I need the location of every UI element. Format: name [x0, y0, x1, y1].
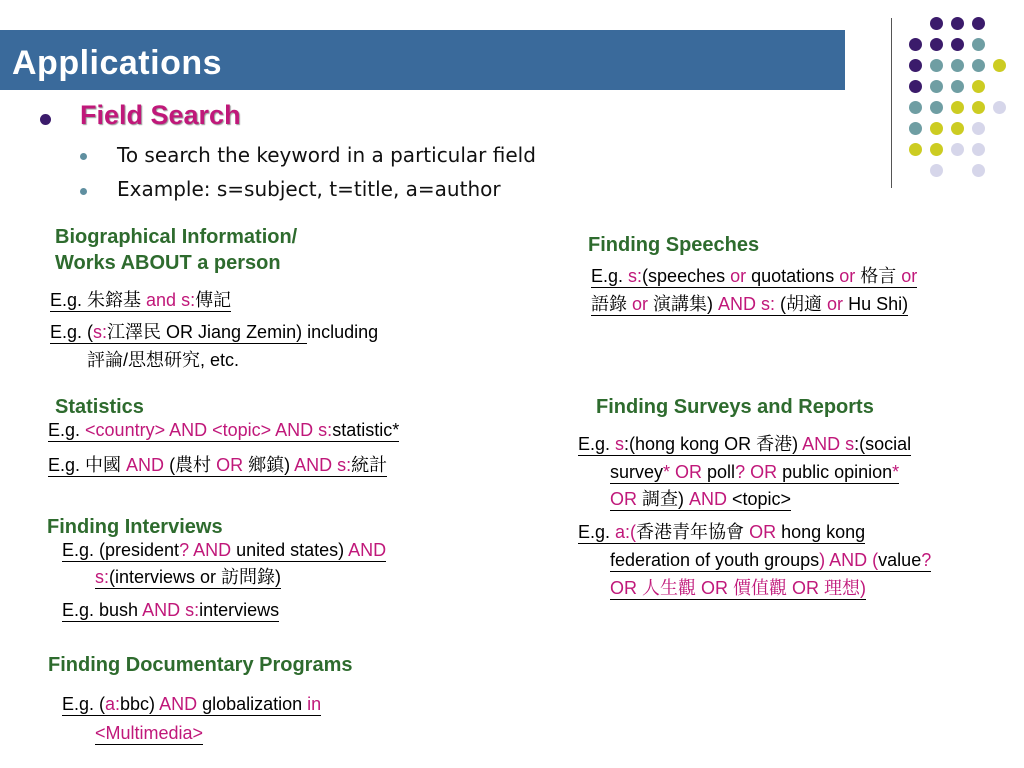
surveys-example-2-line1: E.g. a:(香港青年協會 OR hong kong [578, 522, 866, 542]
decorative-dot [993, 101, 1006, 114]
surveys-example-1-line1: E.g. s:(hong kong OR 香港) AND s:(social [578, 434, 912, 454]
speeches-heading: Finding Speeches [588, 234, 760, 256]
interviews-heading: Finding Interviews [47, 516, 223, 538]
main-bullet-text: Field Search [80, 100, 241, 130]
decorative-divider [891, 18, 892, 188]
sub-bullet-icon [80, 188, 87, 195]
decorative-dot [951, 38, 964, 51]
decorative-dot [972, 143, 985, 156]
surveys-example-2-line3: OR 人生觀 OR 價值觀 OR 理想) [610, 578, 867, 598]
interviews-example-1-line1: E.g. (president? AND united states) AND [62, 540, 387, 560]
page-title: Applications [12, 44, 223, 82]
decorative-dot [972, 17, 985, 30]
speeches-example-line2: 語錄 or 演講集) AND s: (胡適 or Hu Shi) [591, 294, 909, 314]
documentary-example-line2: <Multimedia> [95, 723, 204, 743]
bio-example-2: E.g. (s:江澤民 OR Jiang Zemin) including [50, 322, 379, 342]
decorative-dot [951, 101, 964, 114]
decorative-dot [909, 143, 922, 156]
decorative-dot [972, 38, 985, 51]
decorative-dot [972, 59, 985, 72]
decorative-dot [930, 101, 943, 114]
decorative-dot [993, 59, 1006, 72]
surveys-example-1-line2: survey* OR poll? OR public opinion* [610, 462, 900, 482]
interviews-example-2: E.g. bush AND s:interviews [62, 600, 280, 620]
decorative-dot [909, 122, 922, 135]
surveys-heading: Finding Surveys and Reports [596, 396, 874, 418]
decorative-dot [930, 17, 943, 30]
decorative-dot [909, 59, 922, 72]
decorative-dot [972, 80, 985, 93]
surveys-example-1-line3: OR 調查) AND <topic> [610, 489, 792, 509]
statistics-heading: Statistics [55, 396, 144, 418]
decorative-dot [951, 17, 964, 30]
decorative-dot [951, 80, 964, 93]
interviews-example-1-line2: s:(interviews or 訪問錄) [95, 567, 282, 587]
sub-bullet-text: Example: s=subject, t=title, a=author [117, 177, 501, 201]
decorative-dot [951, 143, 964, 156]
sub-bullet-text: To search the keyword in a particular field [117, 143, 536, 167]
decorative-dot [909, 38, 922, 51]
decorative-dot [909, 101, 922, 114]
decorative-dot [972, 101, 985, 114]
speeches-example-line1: E.g. s:(speeches or quotations or 格言 or [591, 266, 918, 286]
decorative-dot [930, 38, 943, 51]
documentary-example-line1: E.g. (a:bbc) AND globalization in [62, 694, 322, 714]
bio-heading: Biographical Information/ Works ABOUT a person [55, 226, 298, 274]
decorative-dot [972, 122, 985, 135]
decorative-dot [930, 59, 943, 72]
documentary-heading: Finding Documentary Programs [48, 654, 353, 676]
decorative-dot [951, 59, 964, 72]
decorative-dot [909, 80, 922, 93]
decorative-dot [951, 122, 964, 135]
statistics-example-1: E.g. <country> AND <topic> AND s:statistic* [48, 420, 400, 440]
bullet-icon [40, 114, 51, 125]
decorative-dot [930, 164, 943, 177]
decorative-dot [930, 143, 943, 156]
decorative-dot [930, 80, 943, 93]
bio-example-2-cont: 評論/思想研究, etc. [87, 350, 240, 370]
decorative-dot [972, 164, 985, 177]
sub-bullet-icon [80, 153, 87, 160]
bio-example-1: E.g. 朱鎔基 and s:傳記 [50, 290, 232, 310]
surveys-example-2-line2: federation of youth groups) AND (value? [610, 550, 932, 570]
decorative-dot [930, 122, 943, 135]
statistics-example-2: E.g. 中國 AND (農村 OR 鄉鎮) AND s:統計 [48, 455, 388, 475]
